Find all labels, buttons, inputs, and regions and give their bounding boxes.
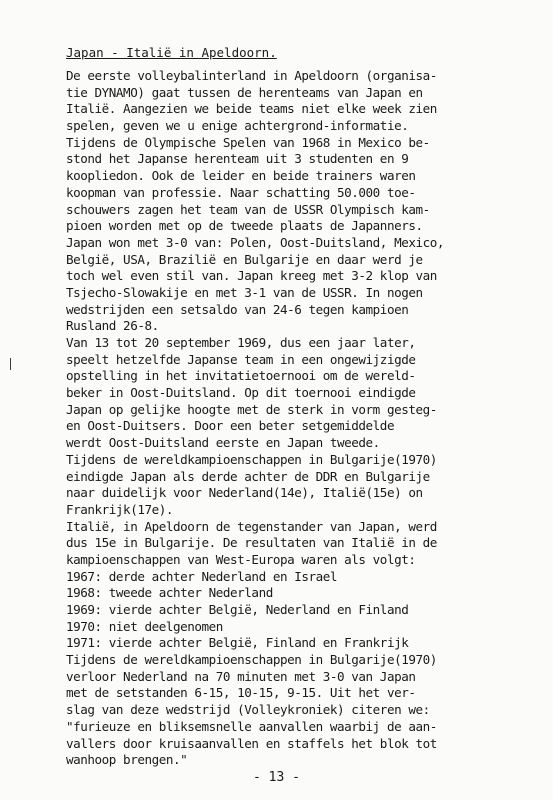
text-line: 1968: tweede achter Nederland (66, 585, 273, 601)
text-line: dus 15e in Bulgarije. De resultaten van Italië in de (66, 535, 437, 551)
page-title: Japan - Italië in Apeldoorn. (66, 45, 277, 60)
text-line: pioen worden met op de tweede plaats de Japanners. (66, 218, 423, 234)
body-text (66, 68, 516, 769)
text-line: kampioenschappen van West-Europa waren als volgt: (66, 551, 416, 567)
text-line: schouwers zagen het team van de USSR Olympisch kam- (66, 201, 430, 217)
text-line: koopliedon. Ook de leider en beide trainers waren (66, 168, 416, 184)
text-line: 1967: derde achter Nederland en Israel (66, 568, 338, 584)
text-line: slag van deze wedstrijd (Volleykroniek) citeren we: (66, 702, 430, 718)
text-line: België, USA, Brazilië en Bulgarije en daar werd je (66, 251, 423, 267)
text-line: Rusland 26-8. (66, 318, 159, 334)
text-line: wedstrijden een setsaldo van 24-6 tegen kampioen (66, 301, 409, 317)
text-line: De eerste volleybalinterland in Apeldoorn (organisa- (66, 68, 437, 83)
text-line: stond het Japanse herenteam uit 3 studenten en 9 (66, 151, 409, 167)
text-line: speelt hetzelfde Japanse team in een ongewijzigde (66, 351, 416, 367)
text-line: vallers door kruisaanvallen en staffels het blok tot (66, 735, 437, 751)
text-line: Van 13 tot 20 september 1969, dus een jaar later, (66, 335, 416, 350)
text-line: spelen, geven we u enige achtergrond-informatie. (66, 118, 409, 134)
text-line: Tijdens de Olympische Spelen van 1968 in Mexico be- (66, 134, 430, 150)
text-line: Tijdens de wereldkampioenschappen in Bulgarije(1970) (66, 652, 437, 668)
text-line: en Oost-Duitsers. Door een beter setgemiddelde (66, 418, 395, 434)
text-line: beker in Oost-Duitsland. Op dit toernooi eindigde (66, 385, 416, 401)
text-line: opstelling in het invitatietoernooi om de wereld- (66, 368, 416, 384)
text-line: met de setstanden 6-15, 10-15, 9-15. Uit het ver- (66, 685, 416, 701)
text-line: Japan won met 3-0 van: Polen, Oost-Duitsland, Mexico, (66, 234, 445, 250)
text-line: wanhoop brengen." (66, 752, 188, 768)
text-line: Italië, in Apeldoorn de tegenstander van Japan, werd (66, 518, 437, 534)
text-line: 1971: vierde achter België, Finland en Frankrijk (66, 635, 409, 651)
text-line: werdt Oost-Duitsland eerste en Japan tweede. (66, 435, 380, 451)
text-line: 1970: niet deelgenomen (66, 618, 223, 634)
text-line: Italië. Aangezien we beide teams niet elke week zien (66, 101, 437, 117)
text-line: Tsjecho-Slowakije en met 3-1 van de USSR. In nogen (66, 284, 423, 300)
text-line: Frankrijk(17e). (66, 501, 173, 517)
margin-mark (10, 358, 14, 370)
text-line: Japan op gelijke hoogte met de sterk in vorm gesteg- (66, 401, 437, 417)
text-line: naar duidelijk voor Nederland(14e), Italië(15e) on (66, 485, 423, 501)
text-line: toch wel even stil van. Japan kreeg met 3-2 klop van (66, 268, 437, 284)
text-line: "furieuze en bliksemsnelle aanvallen waarbij de aan- (66, 718, 437, 734)
page-number: - 13 - (253, 770, 300, 785)
text-line: koopman van professie. Naar schatting 50.000 toe- (66, 184, 416, 200)
text-line: Tijdens de wereldkampioenschappen in Bulgarije(1970) (66, 451, 437, 467)
text-line: tie DYNAMO) gaat tussen de herenteams van Japan en (66, 84, 423, 100)
text-line: eindigde Japan als derde achter de DDR en Bulgarije (66, 468, 430, 484)
text-line: 1969: vierde achter België, Nederland en Finland (66, 602, 409, 617)
text-line: verloor Nederland na 70 minuten met 3-0 van Japan (66, 668, 416, 684)
